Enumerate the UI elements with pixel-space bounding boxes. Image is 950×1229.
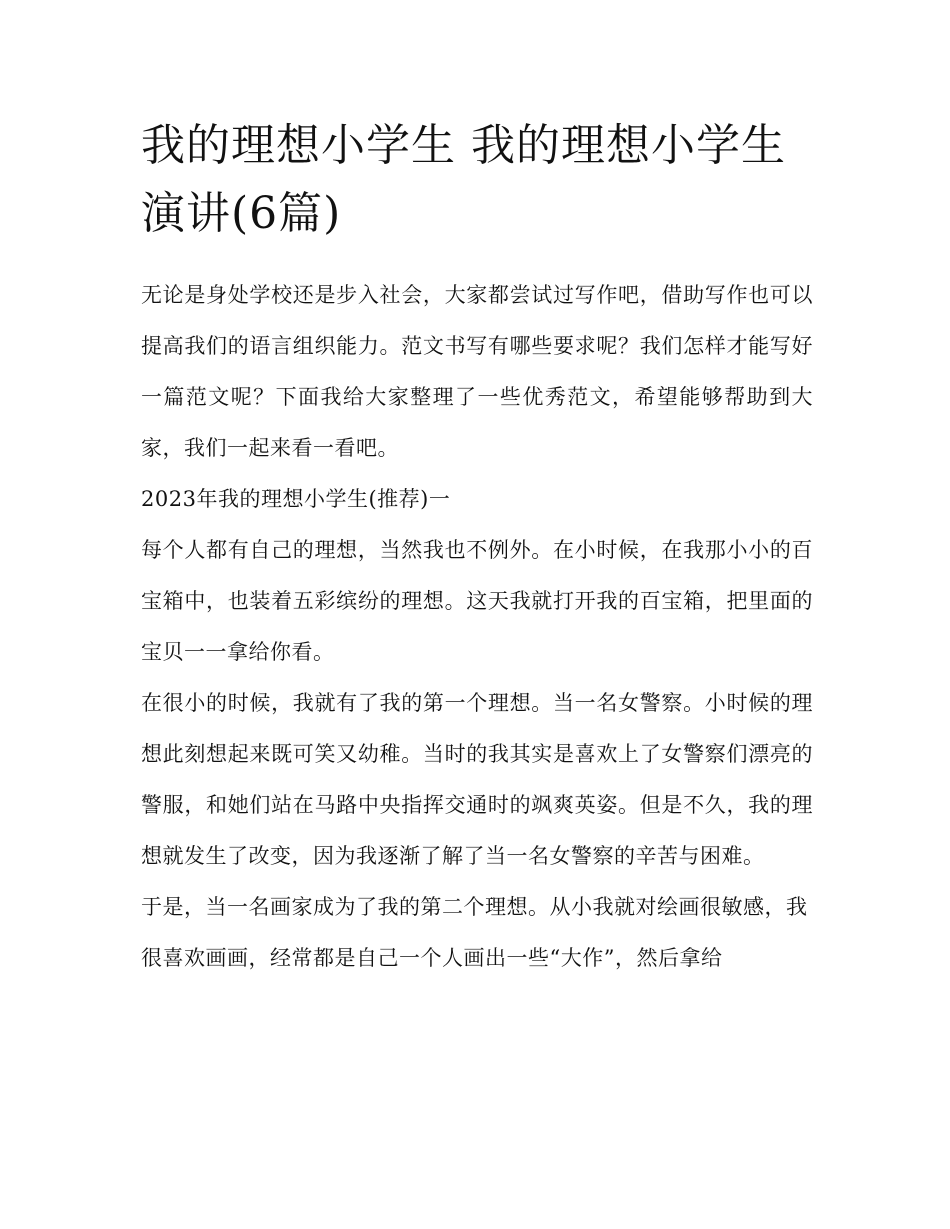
body-paragraph: 每个人都有自己的理想，当然我也不例外。在小时候，在我那小小的百宝箱中，也装着五彩缤纷的理想。这天我就打开我的百宝箱，把里面的宝贝一一拿给你看。 — [141, 538, 813, 664]
body-paragraph: 在很小的时候，我就有了我的第一个理想。当一名女警察。小时候的理想此刻想起来既可笑又幼稚。当时的我其实是喜欢上了女警察们漂亮的警服，和她们站在马路中央指挥交通时的飒爽英姿。但是不久，我的理想就发生了改变，因为我逐渐了解了当一名女警察的辛苦与困难。 — [141, 691, 813, 868]
body-paragraph: 于是，当一名画家成为了我的第二个理想。从小我就对绘画很敏感，我 — [141, 895, 808, 919]
section-heading: 2023年我的理想小学生(推荐)一 — [141, 487, 451, 511]
document-body — [141, 112, 813, 984]
document-title: 我的理想小学生 我的理想小学生演讲(6篇) — [141, 120, 786, 239]
body-paragraph: 很喜欢画画，经常都是自己一个人画出一些“大作”，然后拿给 — [141, 946, 723, 970]
intro-paragraph: 无论是身处学校还是步入社会，大家都尝试过写作吧，借助写作也可以提高我们的语言组织能力。范文书写有哪些要求呢？我们怎样才能写好一篇范文呢？下面我给大家整理了一些优秀范文，希望能够帮助到大家，我们一起来看一看吧。 — [141, 283, 813, 460]
